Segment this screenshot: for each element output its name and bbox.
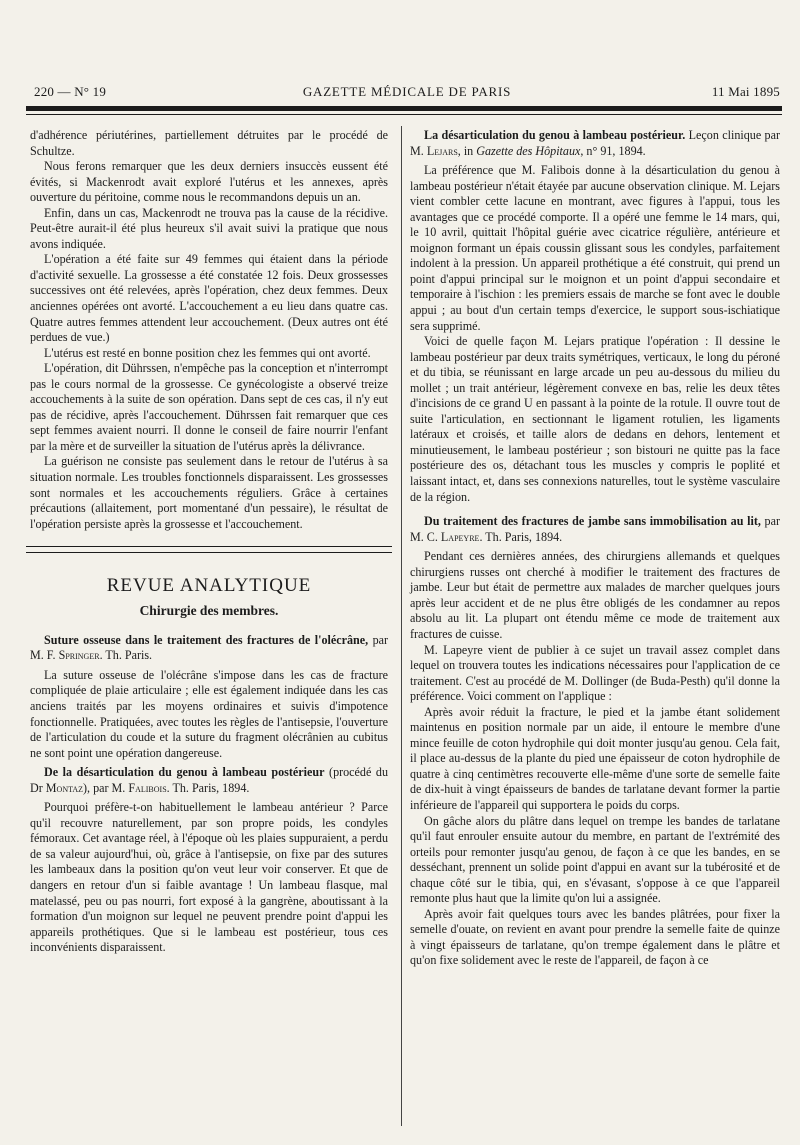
paragraph: Nous ferons remarquer que les deux derniers insuccès eussent été évités, si Mackenrodt avait exploré l'utérus et les annexes, après ouverture du péritoine, comme nous le recommandons depuis un an. (30, 159, 388, 205)
page-header (34, 84, 780, 104)
paragraph: Après avoir réduit la fracture, le pied et la jambe étant solidement maintenus en position normale par un aide, il entoure le membre d'une mince feuille de coton hydrophile qui doit monter jusqu'au genou. Cela fait, il place au-dessus de la plante du pied une épaisseur de coton hydrophile de quatre à cinq centimètres recouverte elle-même d'une sorte de semelle faite de dix-huit à vingt épaisseurs de bandes de tarlatane devant former la partie inférieure de l'appareil qui supportera le poids du corps. (410, 704, 780, 812)
page-number: 220 — N° 19 (34, 84, 107, 99)
article-author: Falibois (128, 780, 167, 795)
paragraph: L'opération, dit Dührssen, n'empêche pas la conception et n'interrompt pas le cours normal de la grossesse. Ce gynécologiste a observé treize accouchements à la suite de son opération. Dans sept de ces cas, il n'y eut pas de récidive, après l'accouchement. Dührssen fait remarquer que ces sept femmes avaient nourri. Il donne le conseil de faire nourrir l'enfant par la mère et de surveiller la situation de l'utérus après la délivrance. (30, 361, 388, 453)
journal-reference: Gazette des Hôpitaux (476, 143, 581, 158)
section-title: REVUE ANALYTIQUE (106, 575, 312, 597)
paragraph: On gâche alors du plâtre dans lequel on trempe les bandes de tarlatane qu'il faut enrouler ensuite autour du membre, en partant de l'extrémité des orteils pour remonter jusqu'au genou, de façon à ce que les bandes, en se desséchant, prennent un solide point d'appui en avant sur la tubérosité et de chaque côté sur le tibia, qui, en s'évasant, s'oppose à ce que l'appareil remonte plus haut que la limite qu'on lui a assignée. (410, 813, 780, 906)
column-divider (401, 126, 402, 1126)
paragraph: d'adhérence périutérines, partiellement détruites par le procédé de Schultze. (30, 128, 388, 158)
right-column (410, 128, 780, 969)
journal-title: GAZETTE MÉDICALE DE PARIS (302, 84, 512, 99)
section-separator (26, 546, 392, 553)
header-rule-thin (26, 114, 782, 115)
paragraph: La suture osseuse de l'olécrâne s'impose dans les cas de fracture compliquée de plaie articulaire ; elle est également indiquée dans les cas anciens traités par les moyens ordinaires et suivis d'impotence fonctionnelle. Pratiquées, avec toutes les règles de l'antisepsie, l'ouverture de l'articulation du coude et la suture du fragment olécrânien au cubitus ne sont point une opération dangereuse. (30, 667, 388, 760)
paragraph: La guérison ne consiste pas seulement dans le retour de l'utérus à sa situation normale. Les troubles fonctionnels disparaissent. Les grossesses sont normales et les accouchements réguliers. Grâce à certaines précautions (allaitement, port momentané d'un pessaire), le résultat de l'opération persiste après la grossesse et l'accouchement. (30, 454, 388, 531)
article-heading: Du traitement des fractures de jambe sans immobilisation au lit, par M. C. Lapeyre. Th. Paris, 1894. (410, 514, 780, 544)
header-rule-thick (26, 106, 782, 111)
paragraph: M. Lapeyre vient de publier à ce sujet un travail assez complet dans lequel on trouvera toutes les indications nécessaires pour l'application de ce traitement. C'est au procédé de M. Dollinger (de Buda-Pesth) qu'il donne la préférence. Voici comment on l'applique : (410, 642, 780, 704)
paragraph: Enfin, dans un cas, Mackenrodt ne trouva pas la cause de la récidive. Peut-être aurait-il été plus heureux s'il avait suivi la pratique que nous avons indiquée. (30, 205, 388, 251)
left-column (30, 128, 388, 956)
paragraph: Après avoir fait quelques tours avec les bandes plâtrées, pour fixer la semelle d'ouate, on revient en avant pour prendre la semelle faite de quinze à vingt épaisseurs de tarlatane, qu'on trempe également dans le plâtre et qu'on fixe solidement avec le reste de l'appareil, de façon à ce (410, 906, 780, 968)
article-author: Lapeyre (440, 529, 480, 544)
article-heading: Suture osseuse dans le traitement des fractures de l'olécrâne, par M. F. Springer. Th. Paris. (30, 632, 389, 663)
article-author: Springer (58, 648, 100, 663)
paragraph: La préférence que M. Falibois donne à la désarticulation du genou à lambeau postérieur n'était étayée par aucune observation clinique. M. Lejars vient combler cette lacune en montrant, avec figures à l'appui, tous les avantages que ce procédé comporte. Il a opéré une femme le 14 mars, qui, le 10 avril, quittait l'hôpital guérie avec cicatrice régulière, antérieure et moignon formant un épais coussin glissant sous les condyles, parfaitement indolent à la pression. Un appareil prothétique a été construit, qui prend un point d'appui principal sur le moignon et un point d'appui secondaire et temporaire à l'ischion : les premiers essais de marche se font avec le double appui ; au bout d'un certain temps d'exercice, le support sous-ischiatique sera supprimé. (410, 163, 780, 333)
article-title: La désarticulation du genou à lambeau postérieur. (424, 128, 686, 142)
paragraph: L'opération a été faite sur 49 femmes qui étaient dans la période d'activité sexuelle. La grossesse a été constatée 12 fois. Deux grossesses successives ont été relevées, après l'opération, chez deux femmes. Deux anciennes opérées ont avorté. L'accouchement a eu lieu dans quatre cas. Quatre autres femmes attendent leur accouchement. (Deux autres ont été perdues de vue.) (30, 252, 388, 345)
article-heading: De la désarticulation du genou à lambeau postérieur (procédé du Dr Montaz), par M. Falibois. Th. Paris, 1894. (30, 765, 388, 795)
issue-date: 11 Mai 1895 (711, 84, 780, 99)
article-heading: La désarticulation du genou à lambeau postérieur. Leçon clinique par M. Lejars, in Gazette des Hôpitaux, n° 91, 1894. (410, 128, 780, 158)
article-title: De la désarticulation du genou à lambeau postérieur (44, 765, 325, 780)
paragraph: Pourquoi préfère-t-on habituellement le lambeau antérieur ? Parce qu'il recouvre naturellement, par son propre poids, les condyles fémoraux. Cet avantage réel, à l'époque où les plaies suppuraient, a perdu de sa valeur aujourd'hui, où, grâce à l'antisepsie, on fixe par des sutures les lambeaux dans la position qu'on veut leur voir conserver. Et que de dangers en retour d'un si faible avantage ! Un lambeau flasque, mal matelassé, peu ou pas nourri, fort exposé à la gangrène, aboutissant à la formation d'un moignon sur lequel ne peuvent prendre point d'appui les appareils prothétiques. Que si le lambeau est postérieur, tous ces inconvénients disparaissent. (30, 800, 388, 955)
paragraph: L'utérus est resté en bonne position chez les femmes qui ont avorté. (44, 345, 371, 360)
section-subtitle: Chirurgie des membres. (139, 603, 279, 619)
article-author: Lejars (426, 143, 458, 158)
article-title: Du traitement des fractures de jambe sans immobilisation au lit, (424, 514, 761, 529)
paragraph: Pendant ces dernières années, des chirurgiens allemands et quelques chirurgiens russes ont cherché à modifier le traitement des fractures de jambe. Leur but était de permettre aux malades de marcher quelques jours après leur accident et de ne plus être obligés de les condamner au repos absolu au lit. La plupart ont étendu même ce mode de traitement aux fractures de cuisse. (410, 549, 780, 641)
article-title: Suture osseuse dans le traitement des fractures de l'olécrâne, (44, 632, 369, 647)
paragraph: Voici de quelle façon M. Lejars pratique l'opération : Il dessine le lambeau postérieur par deux traits symétriques, verticaux, le long du péroné et du tibia, se réunissant en large arcade un peu au-dessous du milieu du mollet ; un trait antérieur, légèrement convexe en bas, relie les deux têtes d'incisions de ce grand U en passant à la pointe de la rotule. Il ouvre tout de suite l'articulation, en sectionnant le ligament rotulien, les ligaments latéraux et croisés, et taille alors de dedans en dehors, lentement et minutieusement, le lambeau postérieur ; son bistouri ne quitte pas la face postérieure des os, détachant tous les muscles y compris le poplité et laissant intact, et, dans ses connexions naturelles, tout le système vasculaire de la région. (410, 334, 780, 504)
